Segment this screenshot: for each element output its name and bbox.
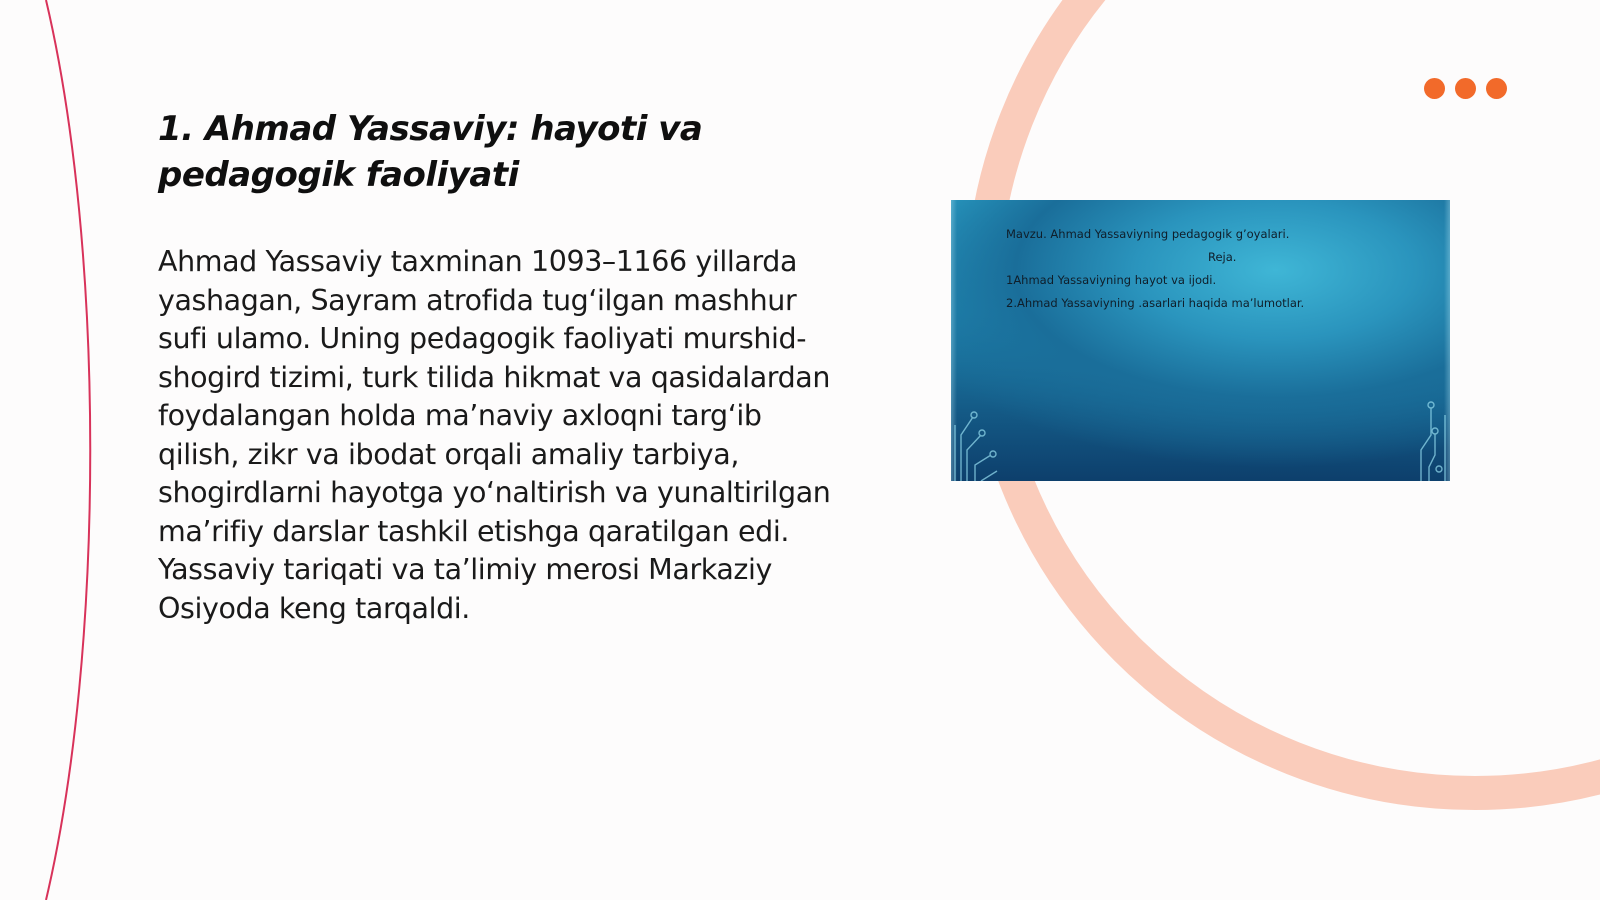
circuit-left-icon xyxy=(951,395,1011,481)
image-topic-line: Mavzu. Ahmad Yassaviyning pedagogik g’oyalari. xyxy=(1006,227,1290,241)
dot-icon xyxy=(1455,78,1476,99)
image-plan-item-2: 2.Ahmad Yassaviyning .asarlari haqida ma’lumotlar. xyxy=(1006,296,1305,310)
left-accent-line xyxy=(46,0,90,900)
circuit-right-icon xyxy=(1401,395,1450,481)
dot-icon xyxy=(1486,78,1507,99)
embedded-slide-image xyxy=(951,200,1450,481)
slide-body-text: Ahmad Yassaviy taxminan 1093–1166 yillarda yashagan, Sayram atrofida tug‘ilgan mashhur sufi ulamo. Uning pedagogik faoliyati murshid-shogird tizimi, turk tilida hikmat va qasidalardan foydalangan holda ma’naviy axloqni targ‘ib qilish, zikr va ibodat orqali amaliy tarbiya, shogirdlarni hayotga yo‘naltirish va yunaltirilgan ma’rifiy darslar tashkil etishga qaratilgan edi. Yassaviy tariqati va ta’limiy merosi Markaziy Osiyoda keng tarqaldi. xyxy=(158,245,831,625)
three-dots-icon xyxy=(1424,78,1514,100)
dot-icon xyxy=(1424,78,1445,99)
image-plan-item-1: 1Ahmad Yassaviyning hayot va ijodi. xyxy=(1006,273,1217,287)
image-plan-heading: Reja. xyxy=(1208,250,1237,264)
slide-title: 1. Ahmad Yassaviy: hayoti va pedagogik faoliyati xyxy=(158,109,703,195)
